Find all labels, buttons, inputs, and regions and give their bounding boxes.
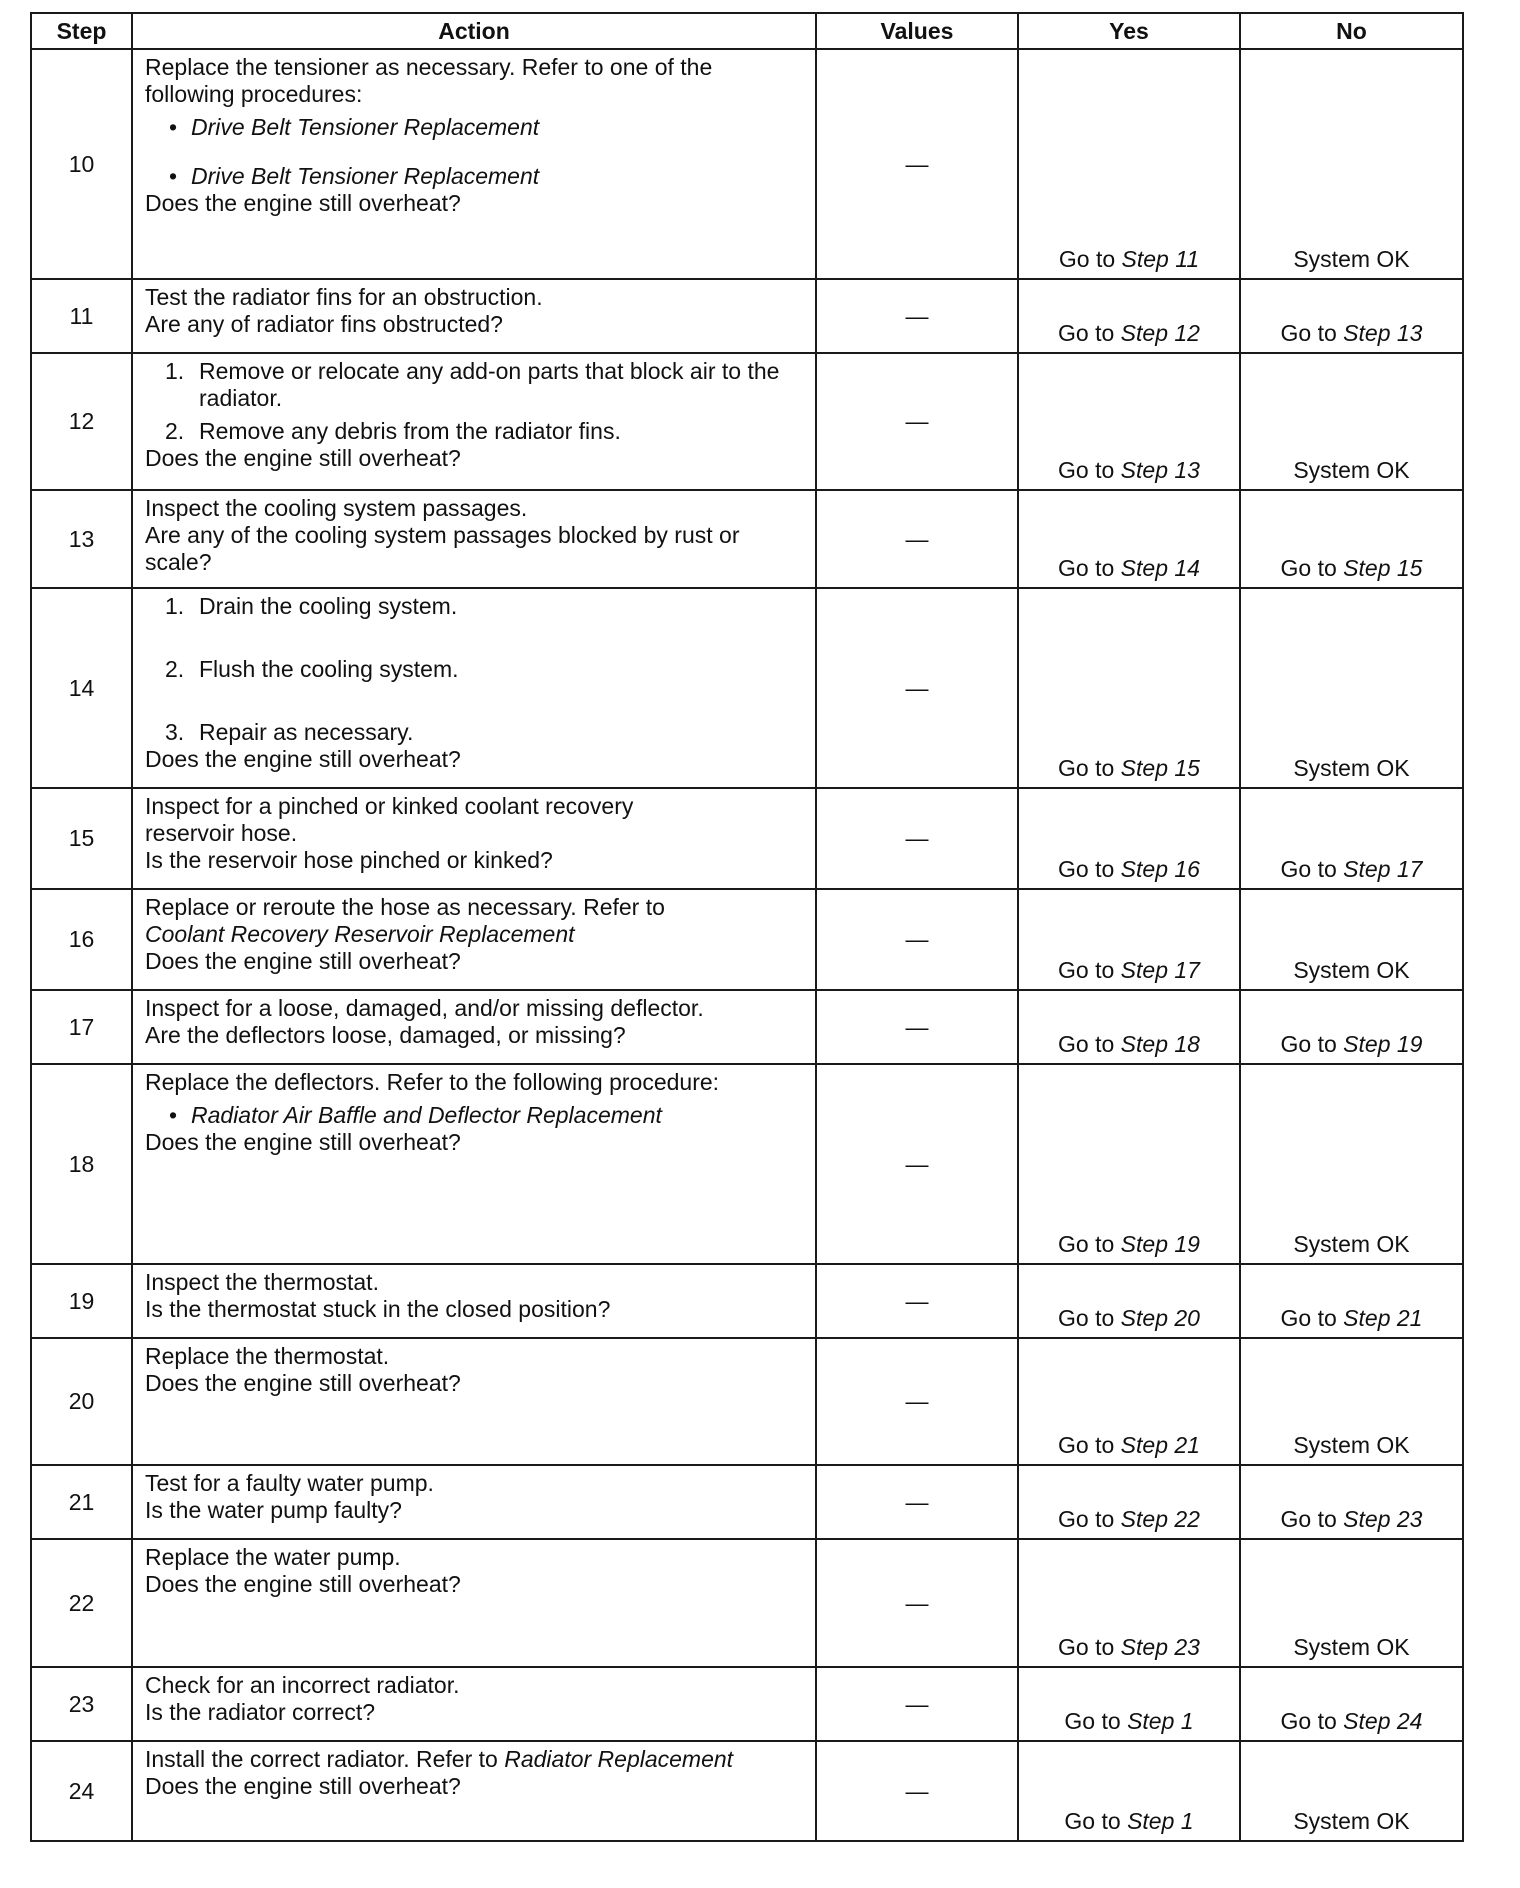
go-to-label: Go to <box>1280 555 1337 581</box>
header-row <box>31 13 1463 49</box>
go-to-label: Go to <box>1058 1231 1115 1257</box>
values-cell: — <box>816 1264 1018 1338</box>
action-text: Replace the tensioner as necessary. Refer to one of the following procedures: <box>145 54 713 107</box>
action-question: Does the engine still overheat? <box>145 445 461 471</box>
action-cell <box>132 788 816 889</box>
bullet-icon: • <box>169 163 178 189</box>
step-link[interactable]: Step 17 <box>1120 957 1200 983</box>
go-to-label: Go to <box>1280 1305 1337 1331</box>
step-link[interactable]: Step 18 <box>1120 1031 1200 1057</box>
yes-cell <box>1018 1465 1240 1539</box>
action-cell <box>132 1465 816 1539</box>
step-number: 18 <box>31 1064 132 1264</box>
action-text: Inspect for a loose, damaged, and/or missing deflector. <box>145 995 704 1021</box>
step-number: 17 <box>31 990 132 1064</box>
table-row <box>31 1667 1463 1741</box>
action-text: Check for an incorrect radiator. <box>145 1672 460 1698</box>
procedure-link[interactable]: Drive Belt Tensioner Replacement <box>191 163 540 189</box>
values-cell: — <box>816 1667 1018 1741</box>
yes-cell <box>1018 1264 1240 1338</box>
values-cell: — <box>816 1741 1018 1841</box>
action-cell <box>132 49 816 279</box>
no-cell <box>1240 1667 1463 1741</box>
step-link[interactable]: Step 12 <box>1120 320 1200 346</box>
action-question: Does the engine still overheat? <box>145 1129 461 1155</box>
step-number: 23 <box>31 1667 132 1741</box>
step-link[interactable]: Step 13 <box>1343 320 1423 346</box>
action-cell <box>132 1667 816 1741</box>
list-item-text: Drain the cooling system. <box>199 593 458 619</box>
step-link[interactable]: Step 24 <box>1343 1708 1423 1734</box>
list-item <box>169 114 805 141</box>
step-number: 19 <box>31 1264 132 1338</box>
yes-cell <box>1018 49 1240 279</box>
table-row <box>31 588 1463 788</box>
step-link[interactable]: Step 15 <box>1120 755 1200 781</box>
action-text: Replace the thermostat. <box>145 1343 390 1369</box>
yes-cell <box>1018 990 1240 1064</box>
step-number: 22 <box>31 1539 132 1667</box>
go-to-label: Go to <box>1058 555 1115 581</box>
action-question: Does the engine still overheat? <box>145 190 461 216</box>
list-item: 2. Remove any debris from the radiator fins. <box>165 418 621 444</box>
table-row <box>31 279 1463 353</box>
step-link[interactable]: Step 21 <box>1120 1432 1200 1458</box>
action-cell <box>132 279 816 353</box>
action-cell <box>132 889 816 990</box>
action-cell <box>132 588 816 788</box>
table-row <box>31 1264 1463 1338</box>
step-link[interactable]: Step 21 <box>1343 1305 1423 1331</box>
yes-cell <box>1018 788 1240 889</box>
no-cell <box>1240 279 1463 353</box>
go-to-label: Go to <box>1058 957 1115 983</box>
table-row <box>31 1338 1463 1465</box>
step-number: 14 <box>31 588 132 788</box>
go-to-label: Go to <box>1058 1432 1115 1458</box>
action-question: Does the engine still overheat? <box>145 948 461 974</box>
table-row <box>31 353 1463 490</box>
step-number: 15 <box>31 788 132 889</box>
yes-cell <box>1018 1539 1240 1667</box>
action-question: Does the engine still overheat? <box>145 746 461 772</box>
list-item: 1. Drain the cooling system. <box>165 593 458 619</box>
values-cell: — <box>816 1338 1018 1465</box>
values-cell: — <box>816 1539 1018 1667</box>
yes-cell <box>1018 1064 1240 1264</box>
action-cell <box>132 990 816 1064</box>
values-cell: — <box>816 990 1018 1064</box>
action-question: Is the radiator correct? <box>145 1699 376 1725</box>
step-link[interactable]: Step 17 <box>1343 856 1423 882</box>
table-row <box>31 49 1463 279</box>
step-link[interactable]: Step 22 <box>1120 1506 1200 1532</box>
no-cell: System OK <box>1240 588 1463 788</box>
header-yes: Yes <box>1018 13 1240 49</box>
list-item: 2. Flush the cooling system. <box>165 656 459 682</box>
go-to-label: Go to <box>1058 1506 1115 1532</box>
table-row <box>31 889 1463 990</box>
list-item: 1. Remove or relocate any add-on parts that block air to the radiator. <box>165 358 780 411</box>
list-item-text: Remove any debris from the radiator fins. <box>199 418 621 444</box>
list-item-text: Flush the cooling system. <box>199 656 459 682</box>
go-to-label: Go to <box>1058 755 1115 781</box>
no-cell: System OK <box>1240 1338 1463 1465</box>
step-link[interactable]: Step 19 <box>1120 1231 1200 1257</box>
procedure-link[interactable]: Radiator Replacement <box>504 1746 734 1772</box>
yes-cell <box>1018 353 1240 490</box>
go-to-label: Go to <box>1064 1708 1121 1734</box>
action-cell <box>132 1338 816 1465</box>
step-link[interactable]: Step 14 <box>1120 555 1200 581</box>
action-question: Are any of the cooling system passages blocked by rust or scale? <box>145 522 740 575</box>
action-question: Does the engine still overheat? <box>145 1370 461 1396</box>
values-cell: — <box>816 788 1018 889</box>
action-question: Is the thermostat stuck in the closed position? <box>145 1296 611 1322</box>
yes-cell <box>1018 588 1240 788</box>
action-text: Inspect the thermostat. <box>145 1269 379 1295</box>
no-cell: System OK <box>1240 1741 1463 1841</box>
step-number: 13 <box>31 490 132 588</box>
step-link[interactable]: Step 16 <box>1120 856 1200 882</box>
action-question: Are any of radiator fins obstructed? <box>145 311 503 337</box>
list-item: 3. Repair as necessary. <box>165 719 414 745</box>
step-number: 24 <box>31 1741 132 1841</box>
step-number: 11 <box>31 279 132 353</box>
table-row <box>31 1741 1463 1841</box>
yes-cell <box>1018 1667 1240 1741</box>
action-text: Inspect for a pinched or kinked coolant recovery reservoir hose. <box>145 793 634 846</box>
yes-cell <box>1018 1741 1240 1841</box>
values-cell: — <box>816 588 1018 788</box>
step-link[interactable]: Step 13 <box>1120 457 1200 483</box>
action-cell <box>132 1741 816 1841</box>
values-cell: — <box>816 279 1018 353</box>
table-row <box>31 1465 1463 1539</box>
bullet-icon: • <box>169 114 178 140</box>
table-row <box>31 990 1463 1064</box>
no-cell: System OK <box>1240 1064 1463 1264</box>
no-cell: System OK <box>1240 889 1463 990</box>
action-cell <box>132 1264 816 1338</box>
yes-cell <box>1018 279 1240 353</box>
action-text: Inspect the cooling system passages. <box>145 495 528 521</box>
values-cell: — <box>816 490 1018 588</box>
header-action: Action <box>132 13 816 49</box>
no-cell <box>1240 788 1463 889</box>
header-step: Step <box>31 13 132 49</box>
bullet-icon: • <box>169 1102 178 1128</box>
action-cell <box>132 353 816 490</box>
action-cell <box>132 490 816 588</box>
no-cell: System OK <box>1240 353 1463 490</box>
no-cell <box>1240 990 1463 1064</box>
go-to-label: Go to <box>1280 320 1337 346</box>
list-item <box>169 163 805 190</box>
step-link[interactable]: Step 1 <box>1127 1708 1194 1734</box>
table-row <box>31 1064 1463 1264</box>
list-item-text: Repair as necessary. <box>199 719 414 745</box>
action-text: Install the correct radiator. Refer to <box>145 1746 498 1772</box>
action-text: Replace the water pump. <box>145 1544 401 1570</box>
procedure-link[interactable]: Coolant Recovery Reservoir Replacement <box>145 921 575 947</box>
action-question: Is the reservoir hose pinched or kinked? <box>145 847 553 873</box>
values-cell: — <box>816 1465 1018 1539</box>
go-to-label: Go to <box>1058 320 1115 346</box>
procedure-link[interactable]: Radiator Air Baffle and Deflector Replacement <box>191 1102 662 1128</box>
step-number: 12 <box>31 353 132 490</box>
list-item <box>169 1102 805 1129</box>
action-text: Test for a faulty water pump. <box>145 1470 434 1496</box>
go-to-label: Go to <box>1280 1031 1337 1057</box>
go-to-label: Go to <box>1058 856 1115 882</box>
action-text: Replace or reroute the hose as necessary. Refer to <box>145 894 665 920</box>
go-to-label: Go to <box>1058 246 1116 272</box>
step-link[interactable]: Step 15 <box>1343 555 1423 581</box>
go-to-label: Go to <box>1280 856 1337 882</box>
table-row <box>31 490 1463 588</box>
yes-cell <box>1018 889 1240 990</box>
action-question: Does the engine still overheat? <box>145 1773 461 1799</box>
action-question: Does the engine still overheat? <box>145 1571 461 1597</box>
yes-cell <box>1018 1338 1240 1465</box>
no-cell <box>1240 1264 1463 1338</box>
step-link[interactable]: Step 11 <box>1121 246 1200 272</box>
step-link[interactable]: Step 23 <box>1343 1506 1423 1532</box>
go-to-label: Go to <box>1058 1305 1115 1331</box>
values-cell: — <box>816 49 1018 279</box>
diagnostic-table <box>30 12 1464 1842</box>
action-text: Test the radiator fins for an obstruction. <box>145 284 543 310</box>
go-to-label: Go to <box>1280 1506 1337 1532</box>
step-link[interactable]: Step 19 <box>1343 1031 1423 1057</box>
step-link[interactable]: Step 20 <box>1120 1305 1200 1331</box>
procedure-link[interactable]: Drive Belt Tensioner Replacement <box>191 114 540 140</box>
values-cell: — <box>816 1064 1018 1264</box>
step-number: 16 <box>31 889 132 990</box>
no-cell: System OK <box>1240 1539 1463 1667</box>
step-number: 21 <box>31 1465 132 1539</box>
no-cell: System OK <box>1240 49 1463 279</box>
action-question: Is the water pump faulty? <box>145 1497 402 1523</box>
action-cell <box>132 1064 816 1264</box>
go-to-label: Go to <box>1058 457 1115 483</box>
go-to-label: Go to <box>1064 1808 1121 1834</box>
action-text: Replace the deflectors. Refer to the following procedure: <box>145 1069 720 1095</box>
values-cell: — <box>816 353 1018 490</box>
table-row <box>31 1539 1463 1667</box>
go-to-label: Go to <box>1058 1031 1115 1057</box>
step-link[interactable]: Step 1 <box>1127 1808 1194 1834</box>
step-number: 10 <box>31 49 132 279</box>
header-values: Values <box>816 13 1018 49</box>
step-link[interactable]: Step 23 <box>1120 1634 1200 1660</box>
no-cell <box>1240 1465 1463 1539</box>
no-cell <box>1240 490 1463 588</box>
go-to-label: Go to <box>1280 1708 1337 1734</box>
list-item-text: Remove or relocate any add-on parts that block air to the radiator. <box>199 358 780 411</box>
table-row <box>31 788 1463 889</box>
header-no: No <box>1240 13 1463 49</box>
step-number: 20 <box>31 1338 132 1465</box>
yes-cell <box>1018 490 1240 588</box>
go-to-label: Go to <box>1058 1634 1115 1660</box>
action-cell <box>132 1539 816 1667</box>
values-cell: — <box>816 889 1018 990</box>
action-question: Are the deflectors loose, damaged, or missing? <box>145 1022 626 1048</box>
